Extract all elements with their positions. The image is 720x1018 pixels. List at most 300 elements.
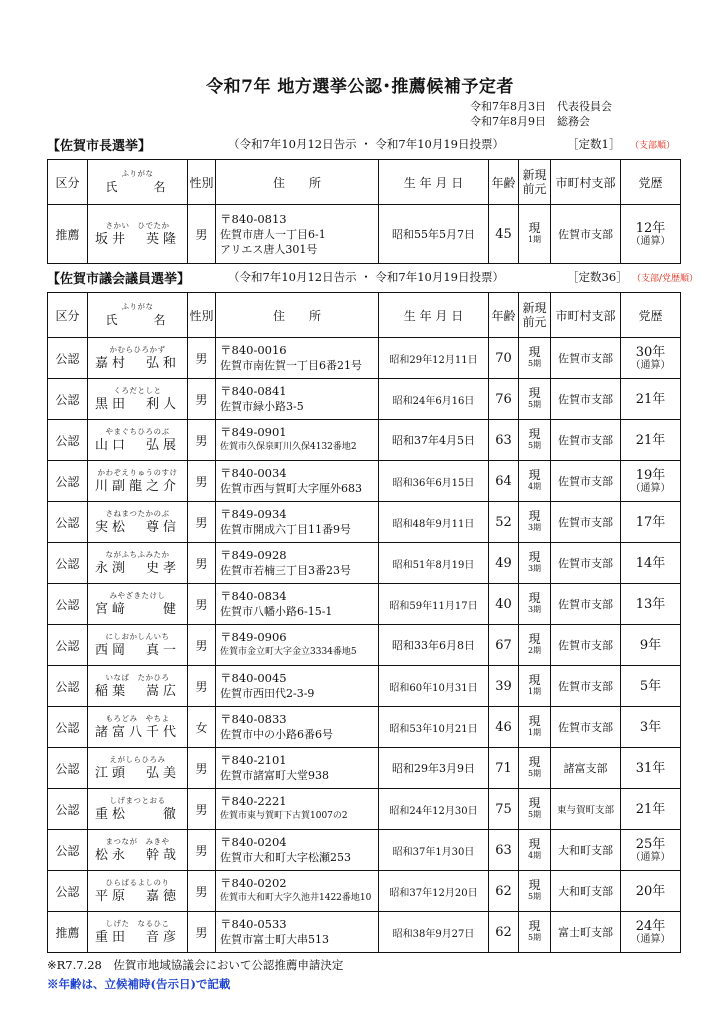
candidate-address — [216, 666, 379, 707]
candidate-row — [48, 461, 681, 502]
candidate-name-cell — [88, 338, 188, 379]
status-mark: 現 — [528, 221, 541, 235]
history-years: 12年 — [635, 220, 666, 236]
candidate-age: 70 — [489, 338, 519, 379]
candidate-furigana: いなば たかひろ — [105, 672, 170, 682]
candidate-sex: 男 — [188, 379, 216, 420]
header-history: 党歴 — [621, 160, 681, 205]
history-years: 13年 — [635, 596, 666, 612]
street-address: 佐賀市八幡小路6-15-1 — [220, 605, 333, 618]
candidate-name: 松永 幹哉 — [94, 847, 180, 863]
history-note: （通算） — [630, 235, 671, 247]
street-address: 佐賀市大和町大字松瀬253 — [220, 851, 351, 864]
candidate-sex: 男 — [188, 625, 216, 666]
candidate-birthdate: 昭和36年6月15日 — [379, 461, 489, 502]
candidate-furigana: さかい ひでたか — [105, 220, 170, 230]
candidate-name: 黒田 利人 — [94, 396, 180, 412]
term-count: 5期 — [527, 769, 542, 778]
candidate-branch: 大和町支部 — [551, 871, 621, 912]
term-count: 5期 — [527, 400, 542, 409]
street-address: 佐賀市唐人一丁目6-1 — [220, 227, 326, 241]
history-years: 14年 — [635, 555, 666, 571]
incumbent-status — [519, 543, 551, 584]
street-address: 佐賀市中の小路6番6号 — [220, 728, 333, 741]
candidate-age: 49 — [489, 543, 519, 584]
candidate-row — [48, 707, 681, 748]
postal-code: 〒840-0045 — [220, 671, 287, 685]
candidate-name: 重田 音彦 — [94, 929, 180, 945]
header-name: ふりがな 氏 名 — [88, 293, 188, 338]
incumbent-status — [519, 205, 551, 264]
candidate-sex: 男 — [188, 543, 216, 584]
candidate-sex: 男 — [188, 584, 216, 625]
postal-code: 〒840-0034 — [220, 466, 287, 480]
postal-code: 〒840-0834 — [220, 589, 287, 603]
street-address: 佐賀市金立町大字金立3334番地5 — [220, 647, 357, 657]
candidate-name-cell — [88, 379, 188, 420]
candidate-category: 公認 — [48, 420, 88, 461]
candidate-category: 公認 — [48, 338, 88, 379]
candidate-birthdate: 昭和55年5月7日 — [379, 205, 489, 264]
candidate-name-cell — [88, 543, 188, 584]
street-address: 佐賀市諸富町大堂938 — [220, 769, 329, 782]
candidate-row — [48, 871, 681, 912]
section-mayor-quota: ［定数1］ — [567, 137, 621, 151]
postal-code: 〒849-0934 — [220, 507, 287, 521]
candidate-name: 永渕 史孝 — [94, 560, 180, 576]
candidate-birthdate: 昭和38年9月27日 — [379, 912, 489, 953]
candidate-address — [216, 912, 379, 953]
candidate-category: 推薦 — [48, 205, 88, 264]
candidate-furigana: もろどみ やちよ — [105, 713, 170, 723]
header-history: 党歴 — [621, 293, 681, 338]
street-address: 佐賀市南佐賀一丁目6番21号 — [220, 359, 362, 372]
candidate-address — [216, 830, 379, 871]
street-address: 佐賀市大和町大字久池井1422番地10 — [220, 893, 372, 903]
candidate-row — [48, 666, 681, 707]
term-count: 1期 — [527, 728, 542, 737]
street-address: 佐賀市西田代2-3-9 — [220, 687, 315, 700]
header-branch: 市町村支部 — [551, 293, 621, 338]
incumbent-status — [519, 584, 551, 625]
term-count: 5期 — [527, 359, 542, 368]
status-mark: 現 — [528, 755, 541, 769]
incumbent-status — [519, 748, 551, 789]
postal-code: 〒840-2101 — [220, 753, 287, 767]
incumbent-status — [519, 461, 551, 502]
postal-code: 〒849-0906 — [220, 630, 287, 644]
term-count: 1期 — [527, 235, 542, 244]
candidate-address — [216, 205, 379, 264]
candidate-branch: 大和町支部 — [551, 830, 621, 871]
candidate-branch: 佐賀市支部 — [551, 502, 621, 543]
header-address: 住 所 — [216, 160, 379, 205]
page-title: 令和7年 地方選挙公認･推薦候補予定者 — [206, 77, 514, 97]
candidate-name: 稲葉 嵩広 — [94, 683, 180, 699]
party-history — [621, 707, 681, 748]
term-count: 5期 — [527, 441, 542, 450]
candidate-address — [216, 461, 379, 502]
candidate-address — [216, 338, 379, 379]
status-mark: 現 — [528, 591, 541, 605]
postal-code: 〒840-0813 — [220, 211, 287, 226]
candidate-branch: 佐賀市支部 — [551, 625, 621, 666]
candidate-category: 公認 — [48, 748, 88, 789]
section-mayor-order: （支部順） — [630, 141, 676, 151]
term-count: 4期 — [527, 482, 542, 491]
status-mark: 現 — [528, 837, 541, 851]
candidate-address — [216, 707, 379, 748]
history-years: 5年 — [639, 678, 662, 694]
candidate-address — [216, 584, 379, 625]
section-mayor-title: 【佐賀市長選挙】 — [47, 139, 152, 154]
header-age: 年齢 — [489, 293, 519, 338]
candidate-row — [48, 789, 681, 830]
candidate-sex: 男 — [188, 461, 216, 502]
candidate-row — [48, 379, 681, 420]
candidate-sex: 男 — [188, 502, 216, 543]
candidate-name-cell — [88, 666, 188, 707]
candidate-name: 諸富八千代 — [94, 724, 180, 740]
candidate-sex: 女 — [188, 707, 216, 748]
incumbent-status — [519, 871, 551, 912]
candidate-sex: 男 — [188, 789, 216, 830]
candidate-name: 宮﨑 健 — [94, 601, 180, 617]
street-address: 佐賀市若楠三丁目3番23号 — [220, 564, 351, 577]
candidate-furigana: にしおかしんいち — [105, 631, 170, 641]
meeting-date-2: 令和7年8月9日 総務会 — [470, 115, 590, 128]
header-address: 住 所 — [216, 293, 379, 338]
header-kubun: 区分 — [48, 293, 88, 338]
party-history — [621, 584, 681, 625]
history-note: （通算） — [630, 933, 671, 945]
candidate-category: 公認 — [48, 871, 88, 912]
candidate-name-cell — [88, 789, 188, 830]
history-years: 21年 — [635, 391, 666, 407]
candidate-age: 62 — [489, 912, 519, 953]
party-history — [621, 205, 681, 264]
council-candidates-table — [47, 292, 681, 953]
postal-code: 〒849-0901 — [220, 425, 287, 439]
street-address-line2: アリエス唐人301号 — [220, 242, 318, 256]
candidate-furigana: みやざきたけし — [109, 590, 166, 600]
party-history — [621, 379, 681, 420]
candidate-category: 公認 — [48, 789, 88, 830]
section-council-quota: ［定数36］ — [567, 270, 628, 284]
history-note: （通算） — [630, 851, 671, 863]
party-history — [621, 420, 681, 461]
meeting-date-1: 令和7年8月3日 代表役員会 — [470, 100, 612, 113]
history-years: 21年 — [635, 432, 666, 448]
party-history — [621, 789, 681, 830]
history-years: 19年 — [635, 467, 666, 483]
candidate-category: 公認 — [48, 543, 88, 584]
candidate-birthdate: 昭和29年3月9日 — [379, 748, 489, 789]
candidate-sex: 男 — [188, 871, 216, 912]
candidate-row — [48, 502, 681, 543]
history-years: 20年 — [635, 883, 666, 899]
candidate-birthdate: 昭和60年10月31日 — [379, 666, 489, 707]
section-council-schedule: （令和7年10月12日告示 ・ 令和7年10月19日投票） — [228, 270, 504, 284]
candidate-name: 江頭 弘美 — [94, 765, 180, 781]
candidate-furigana: えがしらひろみ — [109, 754, 166, 764]
candidate-furigana: しげまつとおる — [109, 795, 166, 805]
candidate-age: 40 — [489, 584, 519, 625]
candidate-category: 公認 — [48, 830, 88, 871]
header-branch: 市町村支部 — [551, 160, 621, 205]
postal-code: 〒840-0533 — [220, 917, 287, 931]
header-status: 新現 前元 — [519, 293, 551, 338]
history-years: 30年 — [635, 344, 666, 360]
incumbent-status — [519, 789, 551, 830]
street-address: 佐賀市開成六丁目11番9号 — [220, 523, 351, 536]
term-count: 5期 — [527, 810, 542, 819]
candidate-branch: 佐賀市支部 — [551, 584, 621, 625]
section-council-title: 【佐賀市議会議員選挙】 — [47, 272, 191, 287]
candidate-branch: 佐賀市支部 — [551, 543, 621, 584]
candidate-name-cell — [88, 420, 188, 461]
status-mark: 現 — [528, 714, 541, 728]
party-history — [621, 338, 681, 379]
candidate-row — [48, 420, 681, 461]
candidate-age: 62 — [489, 871, 519, 912]
incumbent-status — [519, 502, 551, 543]
incumbent-status — [519, 912, 551, 953]
candidate-category: 公認 — [48, 502, 88, 543]
candidate-age: 45 — [489, 205, 519, 264]
candidate-category: 公認 — [48, 625, 88, 666]
candidate-branch: 佐賀市支部 — [551, 666, 621, 707]
candidate-row — [48, 584, 681, 625]
history-note: （通算） — [630, 482, 671, 494]
history-years: 31年 — [635, 760, 666, 776]
candidate-name-cell — [88, 871, 188, 912]
footnote-decision: ※R7.7.28 佐賀市地域協議会において公認推薦申請決定 — [47, 958, 344, 972]
candidate-sex: 男 — [188, 205, 216, 264]
status-mark: 現 — [528, 632, 541, 646]
postal-code: 〒840-0833 — [220, 712, 287, 726]
candidate-sex: 男 — [188, 420, 216, 461]
status-mark: 現 — [528, 796, 541, 810]
candidate-branch: 佐賀市支部 — [551, 338, 621, 379]
section-council-order: （支部/党歴順） — [632, 274, 699, 284]
status-mark: 現 — [528, 509, 541, 523]
candidate-branch: 佐賀市支部 — [551, 461, 621, 502]
candidate-name: 平原 嘉徳 — [94, 888, 180, 904]
history-years: 17年 — [635, 514, 666, 530]
candidate-category: 公認 — [48, 461, 88, 502]
history-years: 9年 — [639, 637, 662, 653]
candidate-address — [216, 420, 379, 461]
candidate-row — [48, 338, 681, 379]
candidate-birthdate: 昭和33年6月8日 — [379, 625, 489, 666]
incumbent-status — [519, 830, 551, 871]
postal-code: 〒840-0202 — [220, 876, 287, 890]
term-count: 5期 — [527, 892, 542, 901]
status-mark: 現 — [528, 673, 541, 687]
status-mark: 現 — [528, 550, 541, 564]
candidate-row — [48, 543, 681, 584]
candidate-name: 坂井 英隆 — [94, 231, 180, 247]
candidate-branch: 諸富支部 — [551, 748, 621, 789]
term-count: 1期 — [527, 687, 542, 696]
party-history — [621, 461, 681, 502]
party-history — [621, 543, 681, 584]
party-history — [621, 912, 681, 953]
candidate-category: 公認 — [48, 379, 88, 420]
term-count: 4期 — [527, 851, 542, 860]
candidate-sex: 男 — [188, 338, 216, 379]
candidate-birthdate: 昭和24年6月16日 — [379, 379, 489, 420]
candidate-birthdate: 昭和37年4月5日 — [379, 420, 489, 461]
candidate-age: 63 — [489, 830, 519, 871]
candidate-category: 公認 — [48, 666, 88, 707]
candidate-row — [48, 912, 681, 953]
candidate-furigana: まつなが みきや — [105, 836, 170, 846]
section-mayor-schedule: （令和7年10月12日告示 ・ 令和7年10月19日投票） — [228, 137, 504, 151]
candidate-address — [216, 502, 379, 543]
candidate-row — [48, 205, 681, 264]
candidate-furigana: さねまつたかのぶ — [105, 508, 170, 518]
candidate-name-cell — [88, 912, 188, 953]
candidate-sex: 男 — [188, 666, 216, 707]
candidate-birthdate: 昭和59年11月17日 — [379, 584, 489, 625]
street-address: 佐賀市西与賀町大字厘外683 — [220, 482, 362, 495]
candidate-furigana: しげた なるひこ — [105, 918, 170, 928]
header-kubun: 区分 — [48, 160, 88, 205]
postal-code: 〒849-0928 — [220, 548, 287, 562]
status-mark: 現 — [528, 345, 541, 359]
candidate-sex: 男 — [188, 830, 216, 871]
candidate-name-cell — [88, 707, 188, 748]
candidate-name: 重松 徹 — [94, 806, 180, 822]
candidate-address — [216, 748, 379, 789]
header-age: 年齢 — [489, 160, 519, 205]
candidate-name: 実松 尊信 — [94, 519, 180, 535]
header-name: ふりがな 氏 名 — [88, 160, 188, 205]
candidate-age: 63 — [489, 420, 519, 461]
candidate-birthdate: 昭和37年12月20日 — [379, 871, 489, 912]
header-birth: 生 年 月 日 — [379, 160, 489, 205]
term-count: 5期 — [527, 933, 542, 942]
candidate-birthdate: 昭和51年8月19日 — [379, 543, 489, 584]
incumbent-status — [519, 338, 551, 379]
candidate-furigana: かむらひろかず — [109, 344, 166, 354]
candidate-address — [216, 789, 379, 830]
candidate-name: 山口 弘展 — [94, 437, 180, 453]
history-years: 24年 — [635, 918, 666, 934]
candidate-name-cell — [88, 502, 188, 543]
candidate-branch: 東与賀町支部 — [551, 789, 621, 830]
party-history — [621, 625, 681, 666]
candidate-sex: 男 — [188, 912, 216, 953]
candidate-name: 嘉村 弘和 — [94, 355, 180, 371]
candidate-row — [48, 625, 681, 666]
table-header-row — [48, 160, 681, 205]
header-sex: 性別 — [188, 160, 216, 205]
street-address: 佐賀市緑小路3-5 — [220, 400, 304, 413]
table-header-row — [48, 293, 681, 338]
status-mark: 現 — [528, 427, 541, 441]
status-mark: 現 — [528, 878, 541, 892]
incumbent-status — [519, 666, 551, 707]
candidate-row — [48, 830, 681, 871]
candidate-name-cell — [88, 584, 188, 625]
candidate-sex: 男 — [188, 748, 216, 789]
candidate-furigana: やまぐちひろのぶ — [105, 426, 170, 436]
candidate-birthdate: 昭和37年1月30日 — [379, 830, 489, 871]
history-note: （通算） — [630, 359, 671, 371]
street-address: 佐賀市富士町大串513 — [220, 933, 329, 946]
candidate-age: 67 — [489, 625, 519, 666]
candidate-address — [216, 871, 379, 912]
status-mark: 現 — [528, 468, 541, 482]
candidate-name: 西岡 真一 — [94, 642, 180, 658]
candidate-birthdate: 昭和24年12月30日 — [379, 789, 489, 830]
street-address: 佐賀市東与賀町下古賀1007の2 — [220, 811, 348, 821]
incumbent-status — [519, 379, 551, 420]
candidate-birthdate: 昭和29年12月11日 — [379, 338, 489, 379]
candidate-name-cell — [88, 830, 188, 871]
mayor-candidates-table — [47, 159, 681, 264]
status-mark: 現 — [528, 386, 541, 400]
candidate-name-cell — [88, 461, 188, 502]
candidate-age: 52 — [489, 502, 519, 543]
candidate-branch: 佐賀市支部 — [551, 205, 621, 264]
incumbent-status — [519, 707, 551, 748]
candidate-address — [216, 625, 379, 666]
party-history — [621, 502, 681, 543]
candidate-age: 76 — [489, 379, 519, 420]
candidate-name-cell — [88, 748, 188, 789]
candidate-furigana: くろだとしと — [113, 385, 162, 395]
candidate-furigana: ひらばるよしのり — [105, 877, 170, 887]
header-birth: 生 年 月 日 — [379, 293, 489, 338]
candidate-name-cell — [88, 205, 188, 264]
candidate-birthdate: 昭和53年10月21日 — [379, 707, 489, 748]
candidate-name-cell — [88, 625, 188, 666]
candidate-category: 推薦 — [48, 912, 88, 953]
party-history — [621, 666, 681, 707]
candidate-address — [216, 543, 379, 584]
candidate-branch: 佐賀市支部 — [551, 379, 621, 420]
candidate-age: 71 — [489, 748, 519, 789]
street-address: 佐賀市久保泉町川久保4132番地2 — [220, 442, 357, 452]
candidate-branch: 佐賀市支部 — [551, 707, 621, 748]
postal-code: 〒840-0016 — [220, 343, 287, 357]
history-years: 3年 — [639, 719, 662, 735]
party-history — [621, 871, 681, 912]
history-years: 21年 — [635, 801, 666, 817]
incumbent-status — [519, 420, 551, 461]
candidate-row — [48, 748, 681, 789]
history-years: 25年 — [635, 836, 666, 852]
candidate-age: 75 — [489, 789, 519, 830]
candidate-branch: 富士町支部 — [551, 912, 621, 953]
candidate-category: 公認 — [48, 584, 88, 625]
term-count: 3期 — [527, 523, 542, 532]
candidate-name: 川副龍之介 — [94, 478, 180, 494]
footnote-age-basis: ※年齢は、立候補時(告示日)で記載 — [47, 977, 231, 991]
status-mark: 現 — [528, 919, 541, 933]
header-sex: 性別 — [188, 293, 216, 338]
postal-code: 〒840-2221 — [220, 794, 287, 808]
party-history — [621, 748, 681, 789]
candidate-branch: 佐賀市支部 — [551, 420, 621, 461]
candidate-furigana: ながふちふみたか — [105, 549, 170, 559]
candidate-address — [216, 379, 379, 420]
candidate-birthdate: 昭和48年9月11日 — [379, 502, 489, 543]
